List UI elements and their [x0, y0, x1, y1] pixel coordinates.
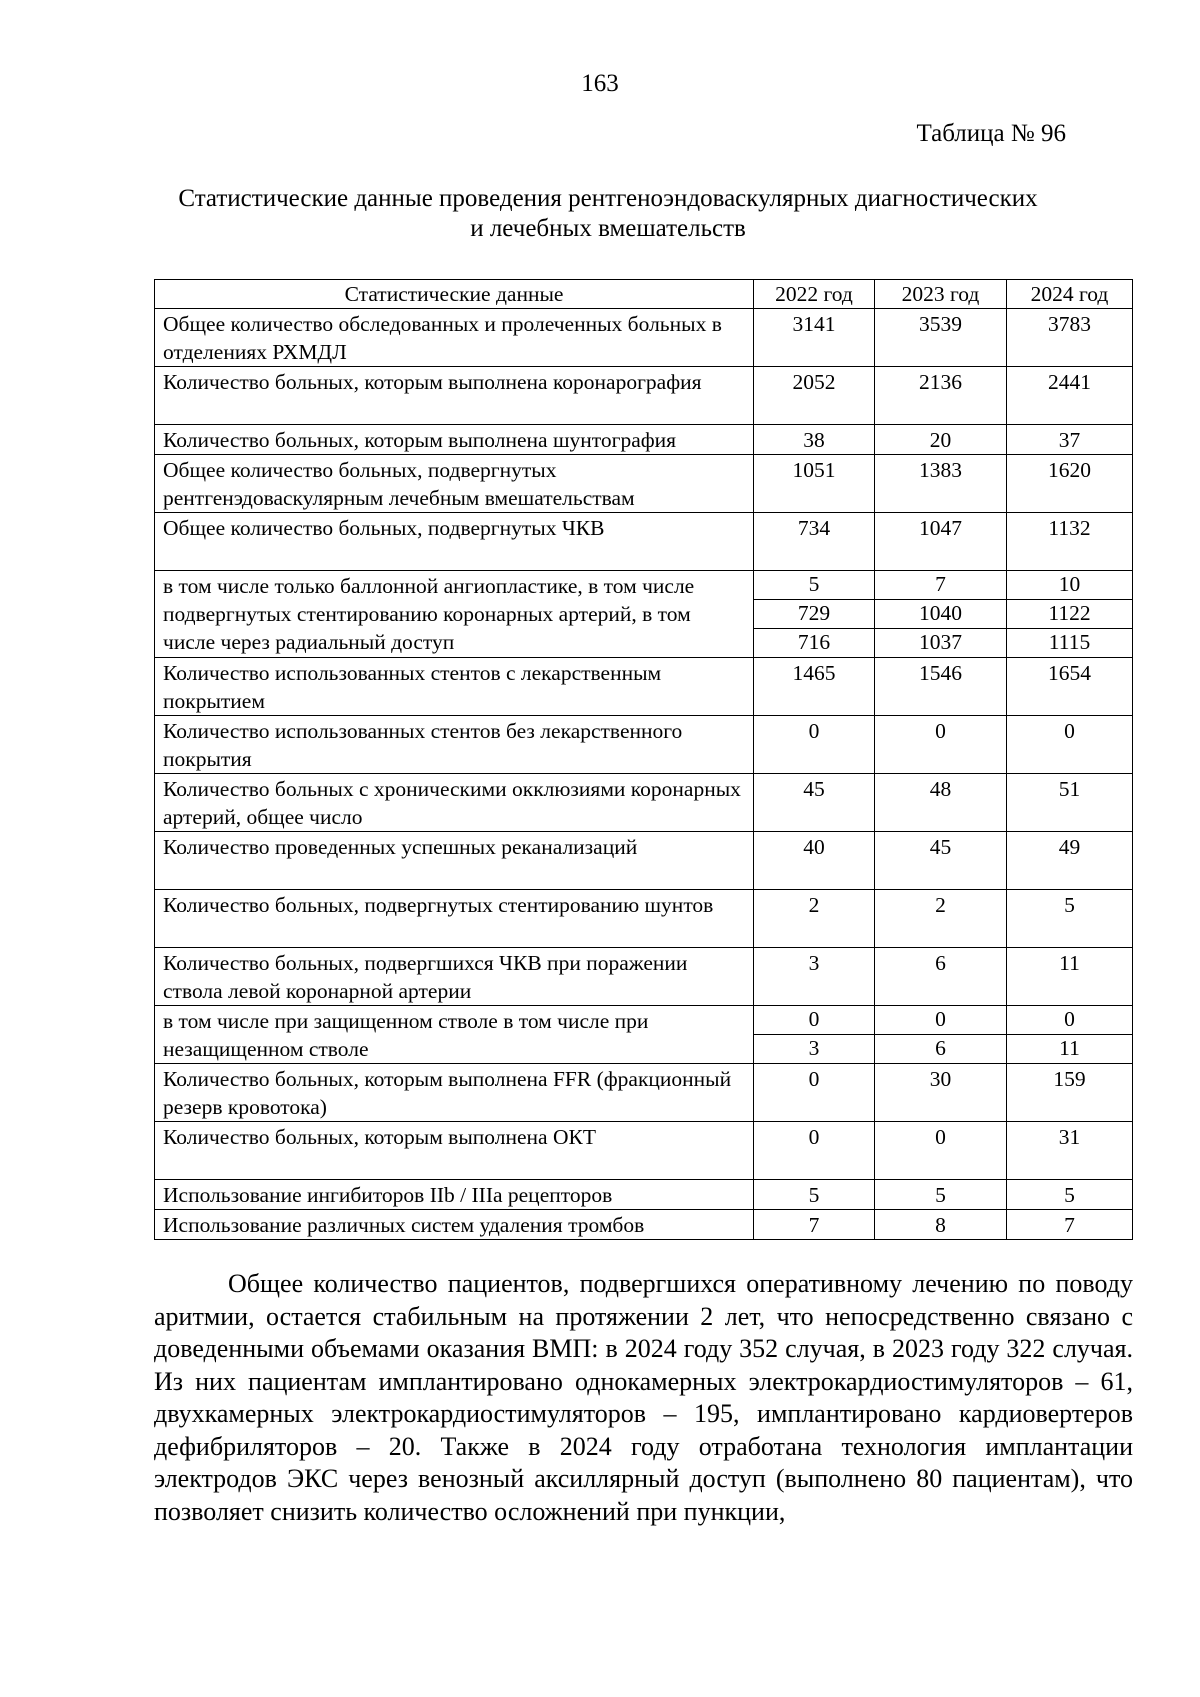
- body-paragraph: Общее количество пациентов, подвергшихся оперативному лечению по поводу аритмии, остается стабильным на протяжении 2 лет, что непосредственно связано с доведенными объемами оказания ВМП: в 2024 году 352 случая, в 2023 году 322 случая. Из них пациентам имплантировано однокамерных электрокардиостимуляторов – 61, двухкамерных электрокардиостимуляторов – 195, имплантировано кардиовертеров дефибриляторов – 20. Также в 2024 году отработана технология имплантации электродов ЭКС через венозный аксиллярный доступ (выполнено 80 пациентам), что позволяет снизить количество осложнений при пункции,: [154, 1269, 1133, 1526]
- row-label: Общее количество больных, подвергнутых рентгенэдоваскулярным лечебным вмешательствам: [155, 455, 754, 513]
- value-2022: 45: [754, 774, 875, 832]
- row-label: Общее количество обследованных и пролеченных больных в отделениях РХМДЛ: [155, 309, 754, 367]
- table-row: [155, 309, 1133, 367]
- value-2023: 1546: [874, 658, 1006, 716]
- header-cell: 2024 год: [1007, 280, 1133, 309]
- value-2022: 0: [754, 1064, 875, 1122]
- value-2024: 1654: [1007, 658, 1133, 716]
- table-label: Таблица № 96: [916, 120, 1066, 147]
- value-2022: 734: [754, 513, 875, 571]
- header-cell: 2023 год: [874, 280, 1006, 309]
- value-2022: 0: [754, 1006, 875, 1035]
- row-label: Количество больных, подвергнутых стентированию шунтов: [155, 890, 754, 948]
- value-2022: 3: [754, 948, 875, 1006]
- value-2023: 2: [874, 890, 1006, 948]
- row-label: Общее количество больных, подвергнутых ЧКВ: [155, 513, 754, 571]
- value-2023: 30: [874, 1064, 1006, 1122]
- row-label: Количество проведенных успешных реканализаций: [155, 832, 754, 890]
- row-label: Количество использованных стентов с лекарственным покрытием: [155, 658, 754, 716]
- table-header-row: [155, 280, 1133, 309]
- value-2023: 1040: [874, 600, 1006, 629]
- row-label: Количество больных, которым выполнена ОКТ: [155, 1122, 754, 1180]
- table-row: [155, 774, 1133, 832]
- table-row: [155, 425, 1133, 455]
- header-cell: Статистические данные: [155, 280, 754, 309]
- value-2022: 2: [754, 890, 875, 948]
- value-2022: 38: [754, 425, 875, 455]
- table-row: [155, 513, 1133, 571]
- table-row: [155, 716, 1133, 774]
- row-label: в том числе только баллонной ангиопластике, в том числе подвергнутых стентированию коронарных артерий, в том числе через радиальный доступ: [155, 571, 754, 658]
- row-label: Использование ингибиторов IIb / IIIa рецепторов: [155, 1180, 754, 1210]
- value-2022: 0: [754, 716, 875, 774]
- value-2023: 48: [874, 774, 1006, 832]
- value-2024: 0: [1007, 716, 1133, 774]
- value-2022: 0: [754, 1122, 875, 1180]
- value-2024: 1122: [1007, 600, 1133, 629]
- value-2024: 5: [1007, 890, 1133, 948]
- value-2022: 2052: [754, 367, 875, 425]
- value-2023: 20: [874, 425, 1006, 455]
- value-2023: 3539: [874, 309, 1006, 367]
- value-2024: 51: [1007, 774, 1133, 832]
- title-line-1: Статистические данные проведения рентгеноэндоваскулярных диагностических: [178, 185, 1038, 212]
- row-label: Количество больных, которым выполнена шунтография: [155, 425, 754, 455]
- table-row: [155, 1006, 1133, 1035]
- value-2024: 11: [1007, 1035, 1133, 1064]
- value-2024: 11: [1007, 948, 1133, 1006]
- table-row: [155, 367, 1133, 425]
- value-2024: 31: [1007, 1122, 1133, 1180]
- table-row: [155, 1180, 1133, 1210]
- row-label: Количество больных, которым выполнена FFR (фракционный резерв кровотока): [155, 1064, 754, 1122]
- value-2024: 49: [1007, 832, 1133, 890]
- value-2022: 1465: [754, 658, 875, 716]
- value-2023: 0: [874, 716, 1006, 774]
- value-2024: 3783: [1007, 309, 1133, 367]
- row-label: Использование различных систем удаления тромбов: [155, 1210, 754, 1240]
- value-2024: 37: [1007, 425, 1133, 455]
- table-row: [155, 571, 1133, 600]
- header-cell: 2022 год: [754, 280, 875, 309]
- value-2023: 45: [874, 832, 1006, 890]
- value-2024: 7: [1007, 1210, 1133, 1240]
- value-2024: 1132: [1007, 513, 1133, 571]
- value-2023: 8: [874, 1210, 1006, 1240]
- value-2023: 1383: [874, 455, 1006, 513]
- page-number: 163: [581, 70, 619, 97]
- table-row: [155, 1210, 1133, 1240]
- table-row: [155, 455, 1133, 513]
- value-2023: 6: [874, 1035, 1006, 1064]
- value-2023: 2136: [874, 367, 1006, 425]
- value-2023: 7: [874, 571, 1006, 600]
- value-2022: 716: [754, 629, 875, 658]
- row-label: в том числе при защищенном стволе в том числе при незащищенном стволе: [155, 1006, 754, 1064]
- table-row: [155, 658, 1133, 716]
- row-label: Количество больных, которым выполнена коронарография: [155, 367, 754, 425]
- table-row: [155, 890, 1133, 948]
- value-2022: 5: [754, 571, 875, 600]
- value-2022: 7: [754, 1210, 875, 1240]
- row-label: Количество больных с хроническими окклюзиями коронарных артерий, общее число: [155, 774, 754, 832]
- value-2022: 40: [754, 832, 875, 890]
- value-2022: 3141: [754, 309, 875, 367]
- row-label: Количество больных, подвергшихся ЧКВ при поражении ствола левой коронарной артерии: [155, 948, 754, 1006]
- statistics-table: [154, 279, 1133, 1240]
- title-line-2: и лечебных вмешательств: [470, 215, 746, 242]
- table-row: [155, 1122, 1133, 1180]
- value-2024: 5: [1007, 1180, 1133, 1210]
- table-row: [155, 1064, 1133, 1122]
- value-2024: 10: [1007, 571, 1133, 600]
- value-2024: 1620: [1007, 455, 1133, 513]
- value-2023: 0: [874, 1122, 1006, 1180]
- value-2023: 6: [874, 948, 1006, 1006]
- value-2023: 1037: [874, 629, 1006, 658]
- table-row: [155, 832, 1133, 890]
- value-2023: 1047: [874, 513, 1006, 571]
- value-2022: 729: [754, 600, 875, 629]
- table-row: [155, 948, 1133, 1006]
- value-2024: 2441: [1007, 367, 1133, 425]
- value-2024: 0: [1007, 1006, 1133, 1035]
- value-2023: 5: [874, 1180, 1006, 1210]
- value-2023: 0: [874, 1006, 1006, 1035]
- value-2022: 1051: [754, 455, 875, 513]
- value-2022: 3: [754, 1035, 875, 1064]
- value-2024: 1115: [1007, 629, 1133, 658]
- value-2022: 5: [754, 1180, 875, 1210]
- row-label: Количество использованных стентов без лекарственного покрытия: [155, 716, 754, 774]
- value-2024: 159: [1007, 1064, 1133, 1122]
- document-title: [148, 184, 1068, 244]
